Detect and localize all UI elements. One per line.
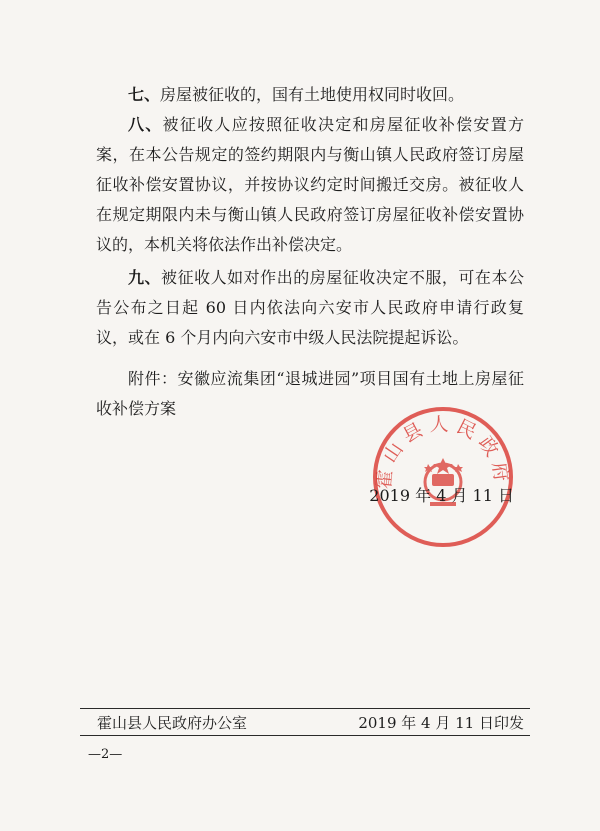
clause-9 <box>96 263 524 353</box>
document-date: 2019 年 4 月 11 日 <box>369 486 514 505</box>
clause-number: 九、 <box>128 268 162 287</box>
clause-text: 被征收人应按照征收决定和房屋征收补偿安置方案，在本公告规定的签约期限内与衡山镇人民政府签订房屋征收补偿安置协议，并按协议约定时间搬迁交房。被征收人在规定期限内未与衡山镇人民政府签订房屋征收补偿安置协议的，本机关将依法作出补偿决定。 <box>96 115 524 254</box>
footer-bottom-rule <box>80 735 530 736</box>
clause-number: 八、 <box>128 115 163 134</box>
clause-text: 被征收人如对作出的房屋征收决定不服，可在本公告公布之日起 60 日内依法向六安市人民政府申请行政复议，或在 6 个月内向六安市中级人民法院提起诉讼。 <box>96 268 524 347</box>
official-seal-stamp <box>368 402 518 552</box>
issue-date: 2019 年 4 月 11 日印发 <box>358 714 524 732</box>
clause-7 <box>96 80 524 110</box>
clause-text: 房屋被征收的，国有土地使用权同时收回。 <box>160 85 465 104</box>
clause-8 <box>96 110 524 260</box>
clause-number: 七、 <box>128 85 161 104</box>
issuing-office: 霍山县人民政府办公室 <box>97 714 248 732</box>
attachment-note: 附件：安徽应流集团“退城进园”项目国有土地上房屋征收补偿方案 <box>96 369 524 418</box>
page-number: —2— <box>88 747 123 762</box>
footer-top-rule <box>80 708 530 709</box>
svg-text:霍山县人民政府: 霍山县人民政府 <box>373 413 514 491</box>
